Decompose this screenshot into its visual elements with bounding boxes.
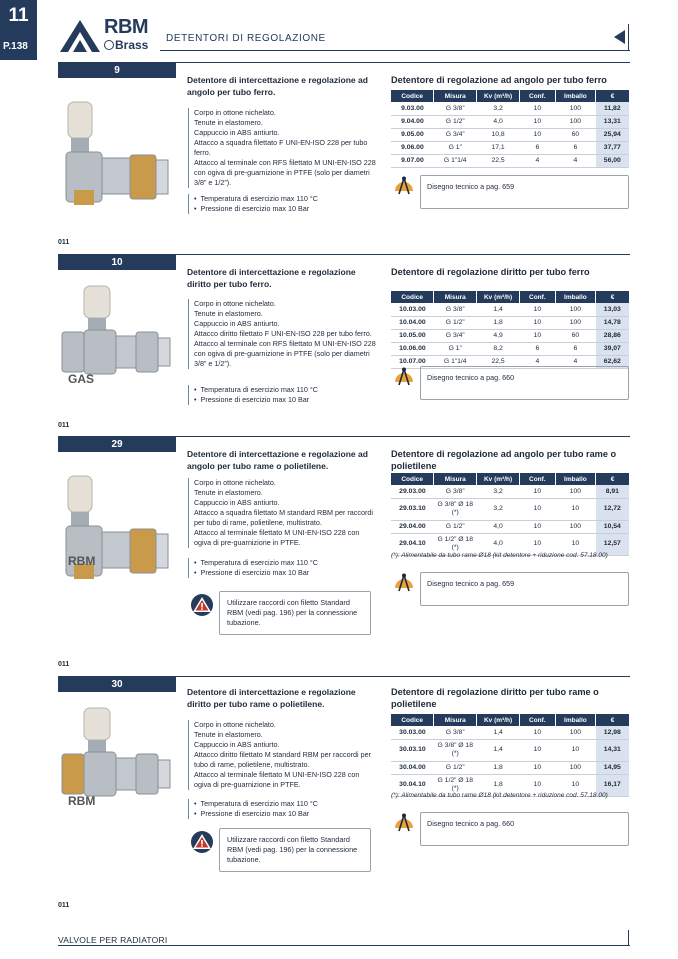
size-cell: G 3/8” (434, 102, 477, 115)
product-specs (188, 194, 376, 214)
price-cell: 8,91 (596, 485, 629, 498)
conf-cell: 10 (519, 761, 555, 774)
price-cell: 37,77 (596, 141, 629, 154)
section-code: 011 (58, 239, 70, 246)
table-row (391, 342, 629, 355)
kv-cell: 1,4 (477, 303, 520, 316)
product-title: Detentore di intercettazione e regolazione ad angolo per tubo ferro. (187, 75, 368, 97)
pack-cell: 100 (555, 761, 595, 774)
column-header: Imballo (555, 714, 595, 726)
pack-cell: 100 (555, 726, 595, 739)
kv-cell: 4,0 (477, 115, 520, 128)
kv-cell: 1,4 (477, 739, 520, 761)
conf-cell: 10 (519, 774, 555, 796)
pack-cell: 10 (555, 533, 595, 555)
product-description: Corpo in ottone nichelato. Tenute in elastomero. Cappuccio in ABS antiurto. Attacco a squadra filettato M standard RBM per raccordi per tubo di rame, polietilene, multistrato. Attacco al terminale filettato M UNI-EN-ISO 228 con ogiva di pre-guarnizione in PTFE. (188, 478, 376, 548)
code-cell: 9.07.00 (391, 154, 434, 167)
size-cell: G 1” (434, 141, 477, 154)
table-row (391, 739, 629, 761)
price-table (391, 714, 629, 797)
footer-end-bar (628, 930, 629, 946)
kv-cell: 22,5 (477, 355, 520, 368)
price-cell: 13,31 (596, 115, 629, 128)
size-cell: G 1/2” (434, 316, 477, 329)
product-title: Detentore di intercettazione e regolazione diritto per tubo ferro. (187, 267, 356, 289)
kv-cell: 1,8 (477, 774, 520, 796)
kv-cell: 10,8 (477, 128, 520, 141)
pack-cell: 100 (555, 316, 595, 329)
table-row (391, 329, 629, 342)
code-cell: 9.04.00 (391, 115, 434, 128)
table-row (391, 316, 629, 329)
table-row (391, 520, 629, 533)
footer-divider (58, 945, 630, 946)
page-title: DETENTORI DI REGOLAZIONE (166, 33, 326, 44)
price-cell: 11,82 (596, 102, 629, 115)
size-cell: G 1”1/4 (434, 154, 477, 167)
warning-icon (190, 593, 214, 617)
product-description: Corpo in ottone nichelato. Tenute in elastomero. Cappuccio in ABS antiurto. Attacco diritto filettato M standard RBM per raccordi per tubo di rame, polietilene, multistrato. Attacco al terminale filettato M UNI-EN-ISO 228 con ogiva di pre-guarnizione in PTFE. (188, 720, 376, 790)
table-row (391, 498, 629, 520)
price-cell: 28,86 (596, 329, 629, 342)
pack-cell: 10 (555, 739, 595, 761)
size-cell: G 3/8” (434, 303, 477, 316)
pack-cell: 100 (555, 485, 595, 498)
code-cell: 10.03.00 (391, 303, 434, 316)
price-table-header-row (391, 291, 629, 303)
code-cell: 10.07.00 (391, 355, 434, 368)
column-header: Imballo (555, 473, 595, 485)
technical-drawing-reference[interactable]: Disegno tecnico a pag. 659 (420, 572, 629, 606)
product-image-label: GAS (68, 372, 95, 386)
code-cell: 30.03.10 (391, 739, 434, 761)
pack-cell: 4 (555, 355, 595, 368)
code-cell: 29.03.00 (391, 485, 434, 498)
product-number: 9 (58, 63, 176, 78)
price-table-head (391, 90, 629, 102)
size-cell: G 1/2” Ø 18 (*) (434, 533, 477, 555)
column-header: Kv (m³/h) (477, 90, 520, 102)
kv-cell: 1,8 (477, 761, 520, 774)
table-row (391, 761, 629, 774)
column-header: Imballo (555, 90, 595, 102)
size-cell: G 1/2” (434, 761, 477, 774)
price-table-head (391, 473, 629, 485)
code-cell: 29.04.00 (391, 520, 434, 533)
kv-cell: 4,9 (477, 329, 520, 342)
price-table (391, 291, 629, 369)
code-cell: 30.04.10 (391, 774, 434, 796)
column-header: Kv (m³/h) (477, 291, 520, 303)
product-number: 10 (58, 255, 176, 270)
conf-cell: 10 (519, 102, 555, 115)
column-header: Kv (m³/h) (477, 473, 520, 485)
product-specs (188, 799, 376, 819)
column-header: € (596, 90, 629, 102)
column-header: Misura (434, 90, 477, 102)
page-number: P.138 (3, 41, 28, 52)
section-code: 011 (58, 902, 70, 909)
product-specs (188, 558, 376, 578)
kv-cell: 4,0 (477, 533, 520, 555)
conf-cell: 10 (519, 316, 555, 329)
size-cell: G 1”1/4 (434, 355, 477, 368)
size-cell: G 1/2” (434, 115, 477, 128)
price-cell: 14,31 (596, 739, 629, 761)
kv-cell: 3,2 (477, 102, 520, 115)
code-cell: 9.06.00 (391, 141, 434, 154)
column-header: Kv (m³/h) (477, 714, 520, 726)
pack-cell: 6 (555, 141, 595, 154)
table-footnote: (*): Alimentabile da tubo rame Ø18 (kit detentore + riduzione cod. 57.18.00) (391, 552, 608, 559)
logo-subtext (104, 38, 148, 52)
column-header: Codice (391, 90, 434, 102)
pack-cell: 100 (555, 102, 595, 115)
spec-item: • Temperatura di esercizio max 110 °C (194, 799, 376, 809)
conf-cell: 10 (519, 485, 555, 498)
kv-cell: 1,8 (477, 316, 520, 329)
table-row (391, 141, 629, 154)
spec-item: • Temperatura di esercizio max 110 °C (194, 194, 376, 204)
code-cell: 10.06.00 (391, 342, 434, 355)
technical-drawing-icon (393, 812, 415, 834)
kv-cell: 3,2 (477, 498, 520, 520)
pack-cell: 60 (555, 128, 595, 141)
size-cell: G 1” (434, 342, 477, 355)
code-cell: 9.05.00 (391, 128, 434, 141)
price-cell: 12,98 (596, 726, 629, 739)
price-cell: 12,72 (596, 498, 629, 520)
price-cell: 14,95 (596, 761, 629, 774)
table-row (391, 115, 629, 128)
price-cell: 39,07 (596, 342, 629, 355)
size-cell: G 3/4” (434, 329, 477, 342)
prev-arrow-icon (614, 30, 625, 44)
section-code: 011 (58, 661, 70, 668)
table-row (391, 303, 629, 316)
pack-cell: 100 (555, 520, 595, 533)
valve-illustration (58, 80, 176, 205)
price-cell: 13,03 (596, 303, 629, 316)
size-cell: G 1/2” Ø 18 (*) (434, 774, 477, 796)
header-end-bar (628, 24, 629, 51)
conf-cell: 10 (519, 726, 555, 739)
product-image (58, 80, 176, 205)
size-cell: G 1/2” (434, 520, 477, 533)
column-header: € (596, 714, 629, 726)
price-table-body (391, 303, 629, 368)
column-header: Conf. (519, 473, 555, 485)
product-image-label: RBM (68, 554, 96, 568)
price-cell: 25,94 (596, 128, 629, 141)
conf-cell: 4 (519, 355, 555, 368)
price-table-body (391, 726, 629, 796)
table-row (391, 485, 629, 498)
table-row (391, 128, 629, 141)
technical-drawing-icon (393, 572, 415, 594)
spec-item: • Pressione di esercizio max 10 Bar (194, 568, 376, 578)
column-header: Codice (391, 473, 434, 485)
product-image (58, 694, 176, 819)
footer-category: VALVOLE PER RADIATORI (58, 935, 168, 945)
conf-cell: 6 (519, 141, 555, 154)
table-row (391, 726, 629, 739)
pack-cell: 4 (555, 154, 595, 167)
logo-mountain-icon (58, 18, 102, 54)
price-table-body (391, 485, 629, 555)
code-cell: 29.04.10 (391, 533, 434, 555)
price-cell: 14,78 (596, 316, 629, 329)
price-table-head (391, 714, 629, 726)
conf-cell: 10 (519, 739, 555, 761)
column-header: Misura (434, 473, 477, 485)
pack-cell: 100 (555, 303, 595, 316)
price-table-header-row (391, 90, 629, 102)
conf-cell: 10 (519, 329, 555, 342)
kv-cell: 3,2 (477, 485, 520, 498)
price-cell: 12,57 (596, 533, 629, 555)
spec-item: • Temperatura di esercizio max 110 °C (194, 385, 376, 395)
column-header: Codice (391, 714, 434, 726)
price-table-header-row (391, 714, 629, 726)
technical-drawing-reference[interactable]: Disegno tecnico a pag. 660 (420, 366, 629, 400)
product-specs (188, 385, 376, 405)
column-header: Codice (391, 291, 434, 303)
pack-cell: 60 (555, 329, 595, 342)
size-cell: G 3/8” (434, 485, 477, 498)
product-image-label: RBM (68, 794, 96, 808)
column-header: Misura (434, 714, 477, 726)
product-number: 29 (58, 437, 176, 452)
table-row (391, 154, 629, 167)
price-table-body (391, 102, 629, 167)
conf-cell: 4 (519, 154, 555, 167)
kv-cell: 1,4 (477, 726, 520, 739)
warning-note: Utilizzare raccordi con filetto Standard RBM (vedi pag. 196) per la connessione tubazione. (219, 828, 371, 872)
spec-item: • Pressione di esercizio max 10 Bar (194, 204, 376, 214)
price-table-title: Detentore di regolazione ad angolo per tubo rame o polietilene (391, 449, 617, 471)
price-table-header-row (391, 473, 629, 485)
code-cell: 30.03.00 (391, 726, 434, 739)
product-title: Detentore di intercettazione e regolazione diritto per tubo rame o polietilene. (187, 687, 356, 709)
rbm-logo (58, 16, 158, 56)
conf-cell: 6 (519, 342, 555, 355)
conf-cell: 10 (519, 533, 555, 555)
column-header: Misura (434, 291, 477, 303)
product-image (58, 272, 176, 397)
kv-cell: 8,2 (477, 342, 520, 355)
conf-cell: 10 (519, 520, 555, 533)
code-cell: 9.03.00 (391, 102, 434, 115)
price-cell: 10,54 (596, 520, 629, 533)
price-table-title: Detentore di regolazione diritto per tubo rame o polietilene (391, 687, 599, 709)
code-cell: 29.03.10 (391, 498, 434, 520)
column-header: Conf. (519, 291, 555, 303)
header-divider (160, 50, 630, 51)
price-cell: 56,00 (596, 154, 629, 167)
table-row (391, 102, 629, 115)
kv-cell: 17,1 (477, 141, 520, 154)
table-footnote: (*): Alimentabile da tubo rame Ø18 (kit detentore + riduzione cod. 57.18.00) (391, 792, 608, 799)
column-header: € (596, 291, 629, 303)
code-cell: 10.04.00 (391, 316, 434, 329)
technical-drawing-reference[interactable]: Disegno tecnico a pag. 660 (420, 812, 629, 846)
chapter-number: 11 (8, 5, 29, 26)
column-header: Imballo (555, 291, 595, 303)
technical-drawing-icon (393, 175, 415, 197)
size-cell: G 3/8” Ø 18 (*) (434, 739, 477, 761)
kv-cell: 22,5 (477, 154, 520, 167)
product-title: Detentore di intercettazione e regolazione ad angolo per tubo rame o polietilene. (187, 449, 368, 471)
pack-cell: 6 (555, 342, 595, 355)
size-cell: G 3/4” (434, 128, 477, 141)
pack-cell: 10 (555, 498, 595, 520)
price-cell: 62,62 (596, 355, 629, 368)
price-cell: 16,17 (596, 774, 629, 796)
pack-cell: 10 (555, 774, 595, 796)
product-image (58, 454, 176, 579)
logo-subtext-label: Brass (115, 38, 149, 52)
spec-item: • Pressione di esercizio max 10 Bar (194, 809, 376, 819)
spec-item: • Pressione di esercizio max 10 Bar (194, 395, 376, 405)
warning-icon (190, 830, 214, 854)
product-description: Corpo in ottone nichelato. Tenute in elastomero. Cappuccio in ABS antiurto. Attacco a squadra filettato F UNI-EN-ISO 228 per tubo ferro. Attacco al terminale con RFS filettato M UNI-EN-ISO 228 con ogiva di pre-guarnizione in PTFE (solo per diametri 3/8” e 1/2”). (188, 108, 376, 188)
logo-text: RBM (104, 16, 149, 38)
size-cell: G 3/8” Ø 18 (*) (434, 498, 477, 520)
spec-item: • Temperatura di esercizio max 110 °C (194, 558, 376, 568)
code-cell: 10.05.00 (391, 329, 434, 342)
kv-cell: 4,0 (477, 520, 520, 533)
warning-note: Utilizzare raccordi con filetto Standard RBM (vedi pag. 196) per la connessione tubazione. (219, 591, 371, 635)
price-table (391, 90, 629, 168)
price-table-head (391, 291, 629, 303)
section-code: 011 (58, 422, 70, 429)
conf-cell: 10 (519, 498, 555, 520)
column-header: Conf. (519, 714, 555, 726)
price-table-title: Detentore di regolazione ad angolo per tubo ferro (391, 75, 607, 85)
size-cell: G 3/8” (434, 726, 477, 739)
pack-cell: 100 (555, 115, 595, 128)
conf-cell: 10 (519, 303, 555, 316)
column-header: € (596, 473, 629, 485)
product-number: 30 (58, 677, 176, 692)
column-header: Conf. (519, 90, 555, 102)
price-table (391, 473, 629, 556)
technical-drawing-icon (393, 366, 415, 388)
chapter-tab (0, 0, 37, 60)
conf-cell: 10 (519, 128, 555, 141)
technical-drawing-reference[interactable]: Disegno tecnico a pag. 659 (420, 175, 629, 209)
conf-cell: 10 (519, 115, 555, 128)
price-table-title: Detentore di regolazione diritto per tubo ferro (391, 267, 590, 277)
product-description: Corpo in ottone nichelato. Tenute in elastomero. Cappuccio in ABS antiurto. Attacco diritto filettato F UNI-EN-ISO 228 per tubo ferro. Attacco al terminale con RFS filettato M UNI-EN-ISO 228 con ogiva di pre-guarnizione in PTFE (solo per diametri 3/8” e 1/2”). (188, 299, 376, 369)
code-cell: 30.04.00 (391, 761, 434, 774)
